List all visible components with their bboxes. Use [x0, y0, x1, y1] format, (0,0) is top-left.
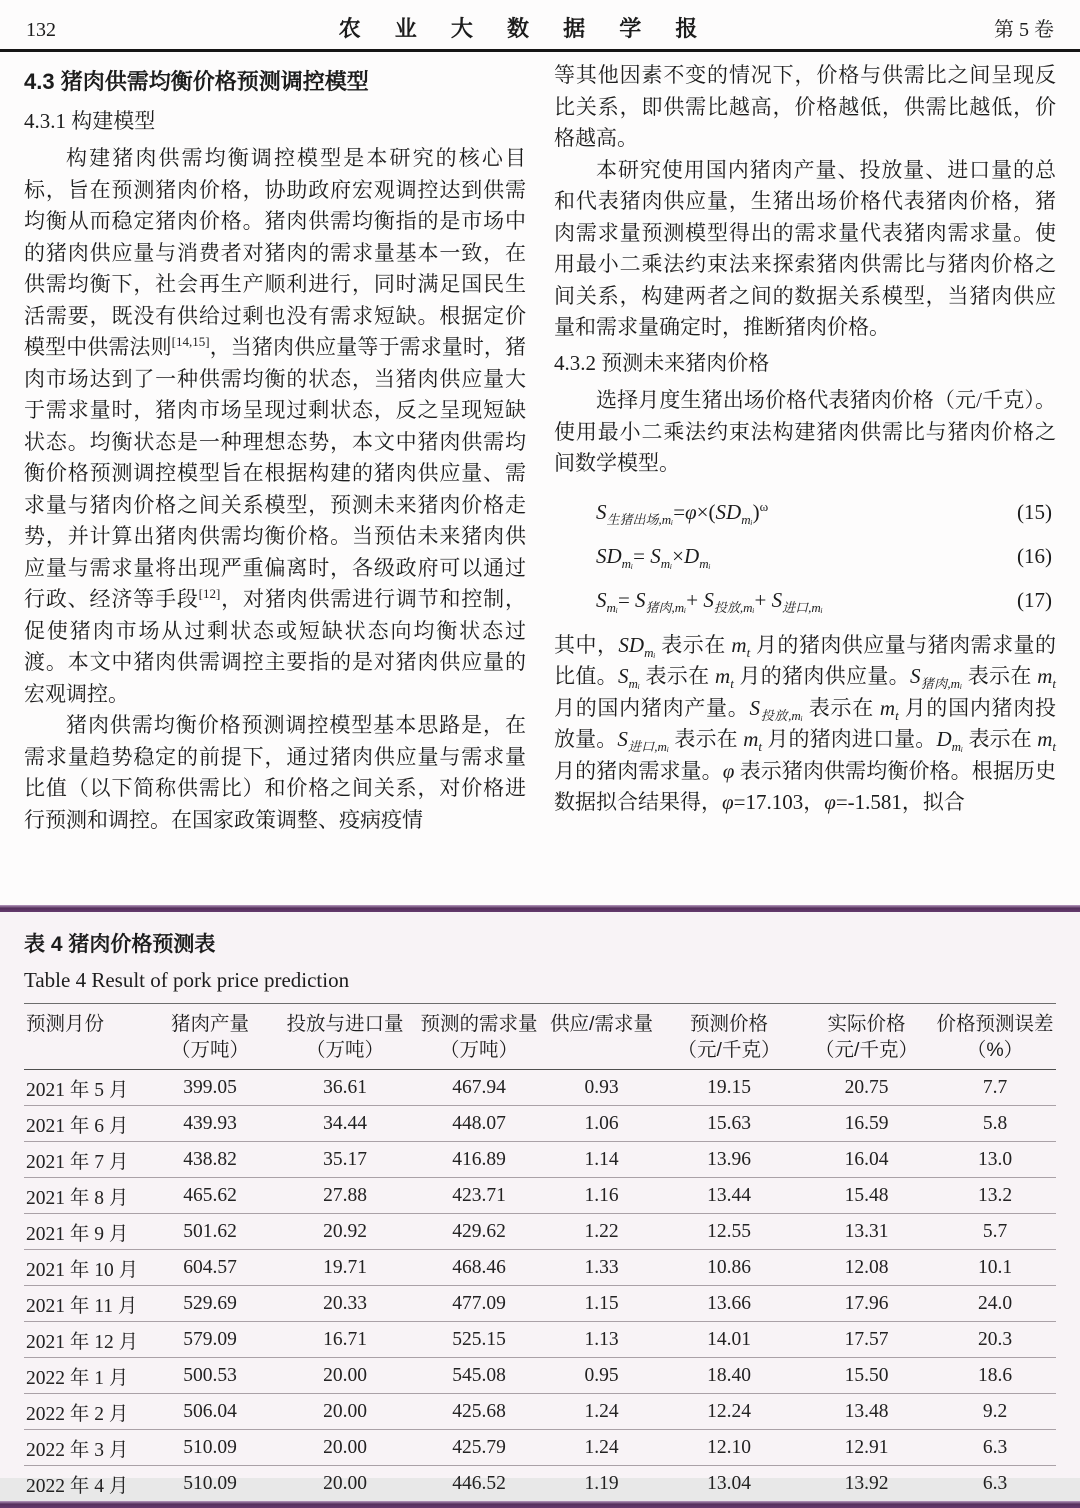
table-cell: 24.0 — [934, 1286, 1056, 1322]
journal-title: 农 业 大 数 据 学 报 — [338, 16, 712, 41]
table-cell: 2021 年 6 月 — [24, 1106, 144, 1142]
column-header: 预测的需求量 （万吨） — [414, 1004, 544, 1070]
table-cell: 604.57 — [144, 1250, 276, 1286]
table-cell: 20.00 — [276, 1358, 414, 1394]
section-divider-bar-top — [0, 905, 1080, 912]
table-cell: 2021 年 7 月 — [24, 1142, 144, 1178]
table-row — [24, 1286, 1056, 1322]
table-row — [24, 1394, 1056, 1430]
table-cell: 1.14 — [544, 1142, 659, 1178]
table-caption-zh: 表 4 猪肉价格预测表 — [24, 933, 216, 956]
table-cell: 477.09 — [414, 1286, 544, 1322]
table-cell: 2022 年 1 月 — [24, 1358, 144, 1394]
column-header: 猪肉产量 （万吨） — [144, 1004, 276, 1070]
table-cell: 399.05 — [144, 1070, 276, 1106]
column-header: 价格预测误差 （%） — [934, 1004, 1056, 1070]
table-cell: 17.96 — [799, 1286, 934, 1322]
page-number: 132 — [26, 19, 56, 41]
table-cell: 16.59 — [799, 1106, 934, 1142]
table-row — [24, 1106, 1056, 1142]
table-cell: 17.57 — [799, 1322, 934, 1358]
table-cell: 425.68 — [414, 1394, 544, 1430]
table-cell: 1.13 — [544, 1322, 659, 1358]
left-column — [24, 60, 526, 896]
table-cell: 10.1 — [934, 1250, 1056, 1286]
table-cell: 16.71 — [276, 1322, 414, 1358]
table-cell: 1.16 — [544, 1178, 659, 1214]
table-cell: 5.7 — [934, 1214, 1056, 1250]
table-cell: 9.2 — [934, 1394, 1056, 1430]
table-cell: 2021 年 10 月 — [24, 1250, 144, 1286]
table-cell: 468.46 — [414, 1250, 544, 1286]
equation-number: (17) — [1017, 587, 1052, 612]
table-cell: 15.48 — [799, 1178, 934, 1214]
table-cell: 20.00 — [276, 1430, 414, 1466]
table-row — [24, 1178, 1056, 1214]
table-section — [0, 905, 1080, 1497]
table-cell: 2021 年 9 月 — [24, 1214, 144, 1250]
table-cell: 5.8 — [934, 1106, 1056, 1142]
table-cell: 13.2 — [934, 1178, 1056, 1214]
table-cell: 2022 年 4 月 — [26, 1475, 129, 1497]
table-cell: 438.82 — [144, 1142, 276, 1178]
table-cell: 446.52 — [452, 1472, 506, 1494]
table-cell: 529.69 — [144, 1286, 276, 1322]
paragraph-model-construction: 构建猪肉供需均衡调控模型是本研究的核心目标，旨在预测猪肉价格，协助政府宏观调控达到供需均衡从而稳定猪肉价格。猪肉供需均衡指的是市场中的猪肉供应量与消费者对猪肉的需求量基本一致，在供需均衡下，社会再生产顺利进行，同时满足国民生活需要，既没有供给过剩也没有需求短缺。根据定价模型中供需法则[14,15]，当猪肉供应量等于需求量时，猪肉市场达到了一种供需均衡的状态，当猪肉供应量大于需求量时，猪肉市场呈现过剩状态，反之呈现短缺状态。均衡状态是一种理想态势，本文中猪肉供需均衡价格预测调控模型旨在根据构建的猪肉供应量、需求量与猪肉价格之间关系模型，预测未来猪肉价格走势，并计算出猪肉供需均衡价格。当预估未来猪肉供应量与需求量将出现严重偏离时，各级政府可以通过行政、经济等手段[12]，对猪肉供需进行调节和控制，促使猪肉市场从过剩状态或短缺状态向均衡状态过渡。本文中猪肉供需调控主要指的是对猪肉供应量的宏观调控。 — [24, 146, 527, 706]
table-cell: 439.93 — [144, 1106, 276, 1142]
table-cell: 19.71 — [276, 1250, 414, 1286]
table-cell: 510.09 — [144, 1430, 276, 1466]
table-cell: 15.63 — [659, 1106, 799, 1142]
table-cell: 1.22 — [544, 1214, 659, 1250]
table-caption-en: Table 4 Result of pork price prediction — [24, 968, 350, 992]
table-cell: 467.94 — [414, 1070, 544, 1106]
table-cell: 510.09 — [183, 1472, 237, 1494]
table-cell: 20.00 — [323, 1472, 367, 1494]
table-cell: 18.40 — [659, 1358, 799, 1394]
table-row — [24, 1430, 1056, 1466]
table-row — [24, 1214, 1056, 1250]
table-cell: 416.89 — [414, 1142, 544, 1178]
column-header: 实际价格 （元/千克） — [799, 1004, 934, 1070]
table-cell: 2021 年 5 月 — [24, 1070, 144, 1106]
table-row — [24, 1466, 1056, 1502]
table-cell: 525.15 — [414, 1322, 544, 1358]
article-body — [0, 52, 1080, 896]
equation: $S_{mᵢ}= S_{猪肉,mᵢ}+ S_{投放,mᵢ}+ S_{进口,mᵢ}$ (17) — [554, 578, 1056, 622]
table-row — [24, 1322, 1056, 1358]
table-cell: 6.3 — [934, 1430, 1056, 1466]
table-cell: 545.08 — [414, 1358, 544, 1394]
table-row — [24, 1070, 1056, 1106]
table-cell: 1.33 — [544, 1250, 659, 1286]
paragraph-research-method: 本研究使用国内猪肉产量、投放量、进口量的总和代表猪肉供应量，生猪出场价格代表猪肉价格，猪肉需求量预测模型得出的需求量代表猪肉需求量。使用最小二乘法约束法来探索猪肉供需比与猪肉价格之间关系，构建两者之间的数据关系模型，当猪肉供应量和需求量确定时，推断猪肉价格。 — [554, 157, 1056, 339]
table-cell: 448.07 — [414, 1106, 544, 1142]
column-header: 预测价格 （元/千克） — [659, 1004, 799, 1070]
table-cell: 34.44 — [276, 1106, 414, 1142]
table-cell: 20.75 — [799, 1070, 934, 1106]
table-cell: 506.04 — [144, 1394, 276, 1430]
equation-block — [554, 490, 1056, 622]
table-cell: 18.6 — [934, 1358, 1056, 1394]
table-cell: 579.09 — [144, 1322, 276, 1358]
subsection-heading-4-3-2: 4.3.2 预测未来猪肉价格 — [554, 350, 770, 375]
table-cell: 429.62 — [414, 1214, 544, 1250]
table-cell: 12.24 — [659, 1394, 799, 1430]
table-cell: 1.15 — [544, 1286, 659, 1322]
table-cell: 16.04 — [799, 1142, 934, 1178]
table-cell: 423.71 — [414, 1178, 544, 1214]
equation: $S_{生猪出场,mᵢ}=\varphi\times(SD_{mᵢ})^\omega$ (15) — [554, 490, 1056, 534]
table-cell: 0.93 — [544, 1070, 659, 1106]
table-cell: 2021 年 8 月 — [24, 1178, 144, 1214]
table-cell: 2022 年 3 月 — [24, 1430, 144, 1466]
table-body — [24, 1070, 1056, 1502]
paragraph-symbol-explanation: 其中，$SD_{mᵢ}$ 表示在 $m_t$ 月的猪肉供应量与猪肉需求量的比值。$S_{mᵢ}$ 表示在 $m_t$ 月的猪肉供应量。$S_{猪肉,mᵢ}$ 表示在 $m_t$ 月的国内猪肉产量。$S_{投放,mᵢ}$ 表示在 $m_t$ 月的国内猪肉投放量。$S_{进口,mᵢ}$ 表示在 $m_t$ 月的猪肉进口量。$D_{mᵢ}$ 表示在 $m_t$ 月的猪肉需求量。φ 表示猪肉供需均衡价格。根据历史数据拟合结果得，φ=17.103，φ=-1.581，拟合 — [554, 632, 1057, 814]
table-row — [24, 1250, 1056, 1286]
table-cell: 27.88 — [276, 1178, 414, 1214]
table-cell: 20.3 — [934, 1322, 1056, 1358]
table-cell: 7.7 — [934, 1070, 1056, 1106]
table-cell: 13.48 — [799, 1394, 934, 1430]
table-cell: 1.24 — [544, 1394, 659, 1430]
table-cell: 2022 年 2 月 — [24, 1394, 144, 1430]
table-cell: 12.10 — [659, 1430, 799, 1466]
table-cell: 19.15 — [659, 1070, 799, 1106]
table-cell: 20.00 — [276, 1394, 414, 1430]
table-cell: 12.55 — [659, 1214, 799, 1250]
table-row — [24, 1358, 1056, 1394]
pork-price-prediction-table — [24, 1003, 1056, 1501]
table-cell: 2021 年 11 月 — [24, 1286, 144, 1322]
table-cell: 13.66 — [659, 1286, 799, 1322]
table-cell: 20.92 — [276, 1214, 414, 1250]
table-cell: 14.01 — [659, 1322, 799, 1358]
paragraph-continuation: 等其他因素不变的情况下，价格与供需比之间呈现反比关系，即供需比越高，价格越低，供需比越低，价格越高。 — [554, 63, 1056, 150]
table-cell: 13.31 — [799, 1214, 934, 1250]
table-cell: 12.08 — [799, 1250, 934, 1286]
subsection-heading-4-3-1: 4.3.1 构建模型 — [24, 108, 156, 133]
table-cell: 501.62 — [144, 1214, 276, 1250]
table-row — [24, 1142, 1056, 1178]
table-cell: 10.86 — [659, 1250, 799, 1286]
equation: $SD_{mᵢ}= S_{mᵢ}\times D_{mᵢ}$ (16) — [554, 534, 1056, 578]
table-cell: 13.92 — [844, 1472, 889, 1494]
right-column — [554, 60, 1056, 896]
table-header-row — [24, 1004, 1056, 1070]
equation-number: (15) — [1017, 499, 1052, 524]
table-cell: 6.3 — [982, 1472, 1008, 1494]
table-cell: 15.50 — [799, 1358, 934, 1394]
running-head — [0, 0, 1080, 52]
table-cell: 13.0 — [934, 1142, 1056, 1178]
table-cell: 20.33 — [276, 1286, 414, 1322]
table-cell: 465.62 — [144, 1178, 276, 1214]
table-cell: 1.19 — [584, 1472, 619, 1494]
table-cell: 425.79 — [414, 1430, 544, 1466]
table-cell: 36.61 — [276, 1070, 414, 1106]
table-cell: 1.06 — [544, 1106, 659, 1142]
table-cell: 2021 年 12 月 — [24, 1322, 144, 1358]
volume-label: 第 5 卷 — [994, 19, 1054, 41]
column-header: 供应/需求量 — [544, 1004, 659, 1070]
table-cell: 0.95 — [544, 1358, 659, 1394]
table-cell: 35.17 — [276, 1142, 414, 1178]
table-cell: 500.53 — [144, 1358, 276, 1394]
section-heading-4-3: 4.3 猪肉供需均衡价格预测调控模型 — [24, 69, 369, 94]
table-cell: 12.91 — [799, 1430, 934, 1466]
paragraph-price-selection: 选择月度生猪出场价格代表猪肉价格（元/千克）。使用最小二乘法约束法构建猪肉供需比与猪肉价格之间数学模型。 — [554, 388, 1056, 475]
table-cell: 1.24 — [544, 1430, 659, 1466]
table-cell: 13.04 — [707, 1472, 751, 1494]
table-cell: 13.96 — [659, 1142, 799, 1178]
table-cell: 13.44 — [659, 1178, 799, 1214]
equation-number: (16) — [1017, 543, 1052, 568]
paragraph-model-idea: 猪肉供需均衡价格预测调控模型基本思路是，在需求量趋势稳定的前提下，通过猪肉供应量与需求量比值（以下简称供需比）和价格之间关系，对价格进行预测和调控。在国家政策调整、疫病疫情 — [24, 713, 526, 832]
column-header: 预测月份 — [24, 1004, 144, 1070]
section-divider-bar-bottom — [0, 1501, 1080, 1508]
column-header: 投放与进口量 （万吨） — [276, 1004, 414, 1070]
